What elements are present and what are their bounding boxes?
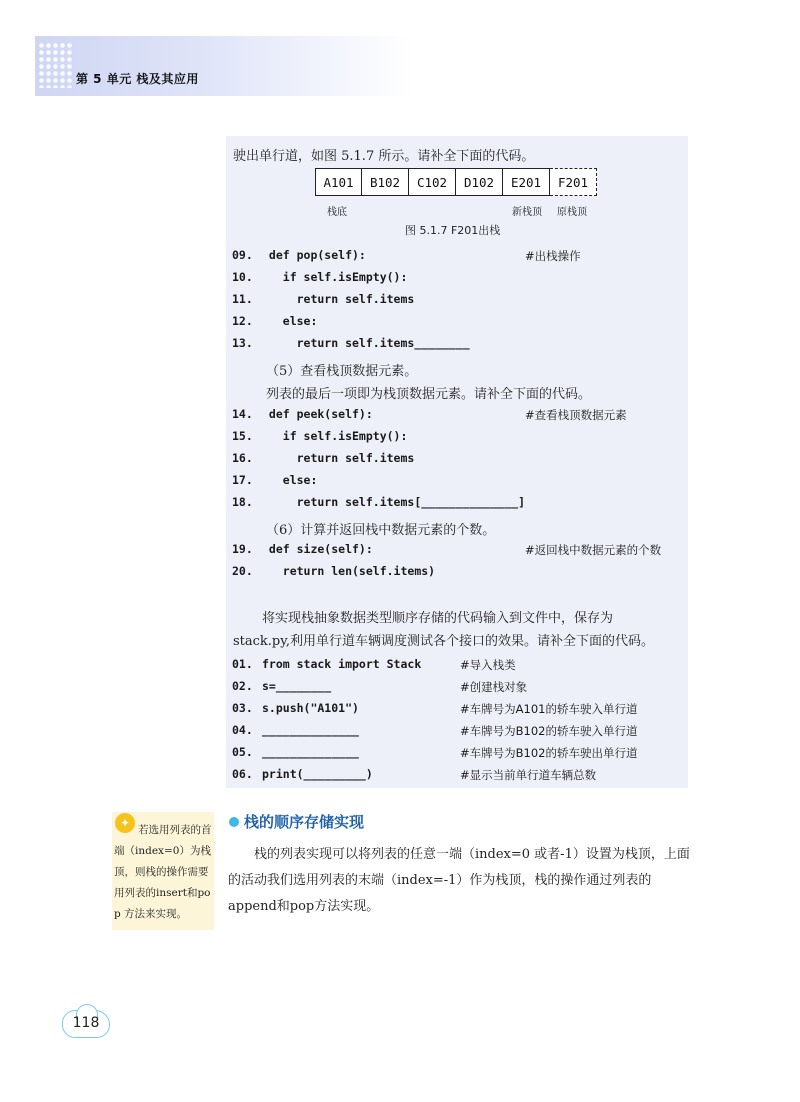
step5-title: （5）查看栈顶数据元素。 [266, 364, 418, 379]
header-band [35, 36, 415, 96]
section-bullet [229, 817, 239, 827]
line-number: 20. [232, 564, 253, 578]
code-text: return self.items[______________] [262, 495, 526, 509]
code-line [232, 451, 414, 469]
code-line [232, 745, 359, 763]
label-old-top: 原栈顶 [557, 207, 587, 218]
code-text: return self.items [262, 451, 415, 465]
code-line [232, 407, 373, 425]
code-text: ______________ [262, 745, 359, 759]
code-line [232, 292, 414, 310]
save-para-line-1: 将实现栈抽象数据类型顺序存储的代码输入到文件中，保存为 [262, 611, 614, 626]
code-comment: #返回栈中数据元素的个数 [525, 543, 662, 557]
figure-caption: 图 5.1.7 F201出栈 [405, 224, 501, 237]
code-line [232, 314, 317, 332]
line-number: 03. [232, 701, 253, 715]
line-number: 19. [232, 542, 253, 556]
step6-title: （6）计算并返回栈中数据元素的个数。 [266, 523, 496, 538]
stack-cell: C102 [409, 168, 456, 196]
code-line [232, 495, 525, 513]
code-text: def pop(self): [262, 248, 366, 262]
line-number: 18. [232, 495, 253, 509]
code-text: def peek(self): [262, 407, 373, 421]
line-number: 09. [232, 248, 253, 262]
stack-cell: D102 [456, 168, 503, 196]
section-body: 栈的列表实现可以将列表的任意一端（index=0 或者-1）设置为栈顶，上面的活动我们选用列表的末端（index=-1）作为栈顶，栈的操作通过列表的append和pop方法实现。 [228, 847, 690, 914]
code-text: if self.isEmpty(): [262, 429, 408, 443]
code-comment: #车牌号为A101的轿车驶入单行道 [460, 702, 638, 716]
stack-figure [315, 168, 597, 196]
line-number: 11. [232, 292, 253, 306]
code-line [232, 336, 470, 354]
code-line [232, 542, 373, 560]
line-number: 15. [232, 429, 253, 443]
section-title: 栈的顺序存储实现 [244, 813, 365, 831]
code-text: s=________ [262, 679, 332, 693]
code-comment: #车牌号为B102的轿车驶入单行道 [460, 724, 638, 738]
line-number: 13. [232, 336, 253, 350]
stack-cell: A101 [315, 168, 362, 196]
line-number: 14. [232, 407, 253, 421]
step5-desc: 列表的最后一项即为栈顶数据元素。请补全下面的代码。 [266, 387, 592, 402]
line-number: 17. [232, 473, 253, 487]
code-text: s.push("A101") [262, 701, 359, 715]
code-comment: #车牌号为B102的轿车驶出单行道 [460, 746, 638, 760]
intro-line: 驶出单行道，如图 5.1.7 所示。请补全下面的代码。 [233, 149, 535, 164]
line-number: 12. [232, 314, 253, 328]
code-text: from stack import Stack [262, 657, 422, 671]
code-line [232, 429, 407, 447]
page-number: 118 [72, 1015, 100, 1031]
code-comment: #显示当前单行道车辆总数 [460, 768, 597, 782]
stack-cell: B102 [362, 168, 409, 196]
code-line [232, 564, 435, 582]
code-comment: #出栈操作 [525, 249, 581, 263]
label-new-top: 新栈顶 [512, 207, 542, 218]
code-text: return self.items [262, 292, 415, 306]
code-comment: #查看栈顶数据元素 [525, 408, 627, 422]
code-comment: #导入栈类 [460, 658, 516, 672]
code-text: else: [262, 473, 318, 487]
code-text: return len(self.items) [262, 564, 436, 578]
code-line [232, 473, 317, 491]
code-text: def size(self): [262, 542, 373, 556]
line-number: 01. [232, 657, 253, 671]
line-number: 05. [232, 745, 253, 759]
code-line [232, 270, 407, 288]
unit-title: 第 5 单元 栈及其应用 [76, 72, 199, 86]
code-text: print(_________) [262, 767, 373, 781]
stack-cell-popped: F201 [550, 168, 597, 196]
line-number: 04. [232, 723, 253, 737]
lightbulb-icon: ✦ [115, 813, 135, 833]
code-text: ______________ [262, 723, 359, 737]
line-number: 06. [232, 767, 253, 781]
line-number: 16. [232, 451, 253, 465]
code-line [232, 767, 373, 785]
code-text: return self.items________ [262, 336, 470, 350]
code-line [232, 701, 359, 719]
code-line [232, 723, 359, 741]
stack-cell: E201 [503, 168, 550, 196]
code-line [232, 657, 421, 675]
save-para-line-2: stack.py,利用单行道车辆调度测试各个接口的效果。请补全下面的代码。 [233, 634, 655, 649]
tip-text: 若选用列表的首端（index=0）为栈顶，则栈的操作需要用列表的insert和pop 方法来实现。 [114, 824, 212, 920]
header-decoration [38, 42, 72, 88]
line-number: 10. [232, 270, 253, 284]
code-text: if self.isEmpty(): [262, 270, 408, 284]
label-stack-bottom: 栈底 [327, 207, 347, 218]
code-line [232, 679, 331, 697]
code-line [232, 248, 366, 266]
code-text: else: [262, 314, 318, 328]
code-comment: #创建栈对象 [460, 680, 528, 694]
line-number: 02. [232, 679, 253, 693]
